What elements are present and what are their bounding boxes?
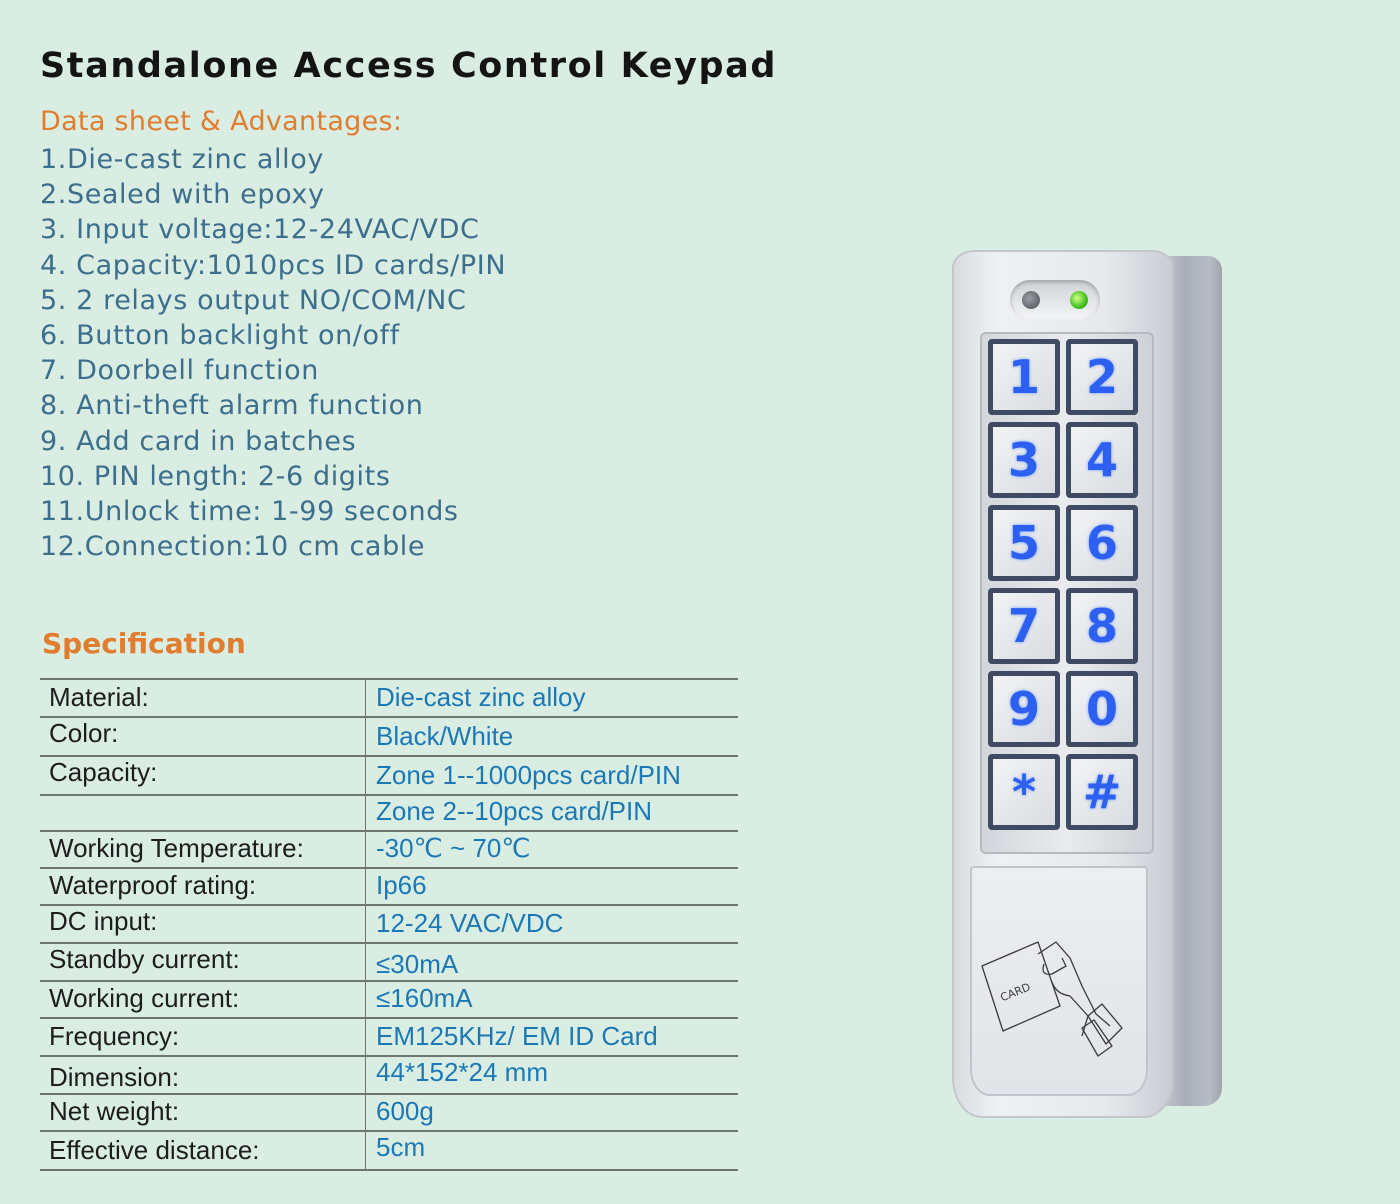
key-5[interactable]: 5 — [988, 505, 1060, 581]
led-indicator-bar — [1010, 280, 1100, 320]
keypad-device-image — [952, 250, 1222, 1120]
specification-table — [40, 678, 738, 1171]
advantage-item: 2.Sealed with epoxy — [40, 179, 325, 211]
advantage-item: 3. Input voltage:12-24VAC/VDC — [40, 214, 480, 246]
hand-holding-card-icon — [970, 866, 1148, 1096]
advantages-list — [40, 142, 506, 564]
spec-value: 600g — [376, 1096, 434, 1126]
table-row — [40, 717, 738, 756]
advantage-item: 8. Anti-theft alarm function — [40, 390, 424, 422]
device-front-panel — [952, 250, 1174, 1118]
advantage-item: 10. PIN length: 2-6 digits — [40, 460, 391, 492]
table-row — [40, 1094, 738, 1131]
advantage-item: 6. Button backlight on/off — [40, 319, 400, 351]
spec-label: Material: — [49, 682, 149, 712]
spec-label: Dimension: — [49, 1062, 180, 1092]
spec-value: 5cm — [376, 1132, 426, 1162]
key-7[interactable]: 7 — [988, 588, 1060, 664]
spec-label: Standby current: — [49, 944, 240, 974]
table-row — [40, 943, 738, 981]
spec-label: Waterproof rating: — [49, 870, 257, 900]
table-row — [40, 1018, 738, 1056]
advantage-item: 4. Capacity:1010pcs ID cards/PIN — [40, 249, 507, 281]
spec-value: -30℃ ~ 70℃ — [376, 833, 531, 863]
spec-value: EM125KHz/ EM ID Card — [376, 1021, 658, 1051]
spec-label: Frequency: — [49, 1021, 180, 1051]
spec-value: Zone 1--1000pcs card/PIN — [376, 760, 681, 790]
advantage-item: 7. Doorbell function — [40, 355, 319, 387]
spec-value: 12-24 VAC/VDC — [376, 908, 564, 938]
card-label: CARD — [998, 980, 1033, 1005]
status-led-icon — [1022, 291, 1040, 309]
spec-label: Working current: — [49, 983, 240, 1013]
spec-value: Die-cast zinc alloy — [376, 682, 586, 712]
advantage-item: 11.Unlock time: 1-99 seconds — [40, 495, 459, 527]
key-8[interactable]: 8 — [1066, 588, 1138, 664]
key-6[interactable]: 6 — [1066, 505, 1138, 581]
advantages-heading: Data sheet & Advantages: — [40, 106, 403, 137]
table-row — [40, 1131, 738, 1170]
key-9[interactable]: 9 — [988, 671, 1060, 747]
spec-label: Capacity: — [49, 757, 158, 787]
table-row — [40, 981, 738, 1018]
table-row — [40, 795, 738, 831]
table-row — [40, 756, 738, 795]
spec-value: ≤30mA — [376, 949, 459, 979]
advantage-item: 9. Add card in batches — [40, 425, 357, 457]
advantage-item: 5. 2 relays output NO/COM/NC — [40, 284, 467, 316]
spec-value: Black/White — [376, 721, 514, 751]
table-row — [40, 905, 738, 943]
spec-label: Effective distance: — [49, 1135, 260, 1165]
table-row — [40, 679, 738, 717]
power-led-icon — [1070, 291, 1088, 309]
advantage-item: 12.Connection:10 cm cable — [40, 531, 426, 563]
table-row — [40, 868, 738, 905]
key-star[interactable]: * — [988, 754, 1060, 830]
spec-label: Working Temperature: — [49, 833, 304, 863]
advantage-item: 1.Die-cast zinc alloy — [40, 144, 324, 175]
key-hash[interactable]: # — [1066, 754, 1138, 830]
spec-value: Zone 2--10pcs card/PIN — [376, 796, 653, 826]
key-3[interactable]: 3 — [988, 422, 1060, 498]
key-4[interactable]: 4 — [1066, 422, 1138, 498]
spec-value: ≤160mA — [376, 983, 473, 1013]
spec-label: Net weight: — [49, 1096, 180, 1126]
key-0[interactable]: 0 — [1066, 671, 1138, 747]
specification-heading: Specification — [42, 627, 246, 660]
key-1[interactable]: 1 — [988, 339, 1060, 415]
key-2[interactable]: 2 — [1066, 339, 1138, 415]
keypad-grid — [988, 339, 1138, 830]
spec-value: Ip66 — [376, 870, 427, 900]
table-row — [40, 1056, 738, 1094]
page-title: Standalone Access Control Keypad — [40, 46, 778, 86]
spec-label — [49, 827, 365, 830]
rfid-card-reader-area — [970, 866, 1148, 1096]
table-row — [40, 831, 738, 868]
keypad-frame — [980, 332, 1154, 854]
spec-label: Color: — [49, 718, 119, 748]
spec-value: 44*152*24 mm — [376, 1057, 548, 1087]
spec-label: DC input: — [49, 906, 158, 936]
